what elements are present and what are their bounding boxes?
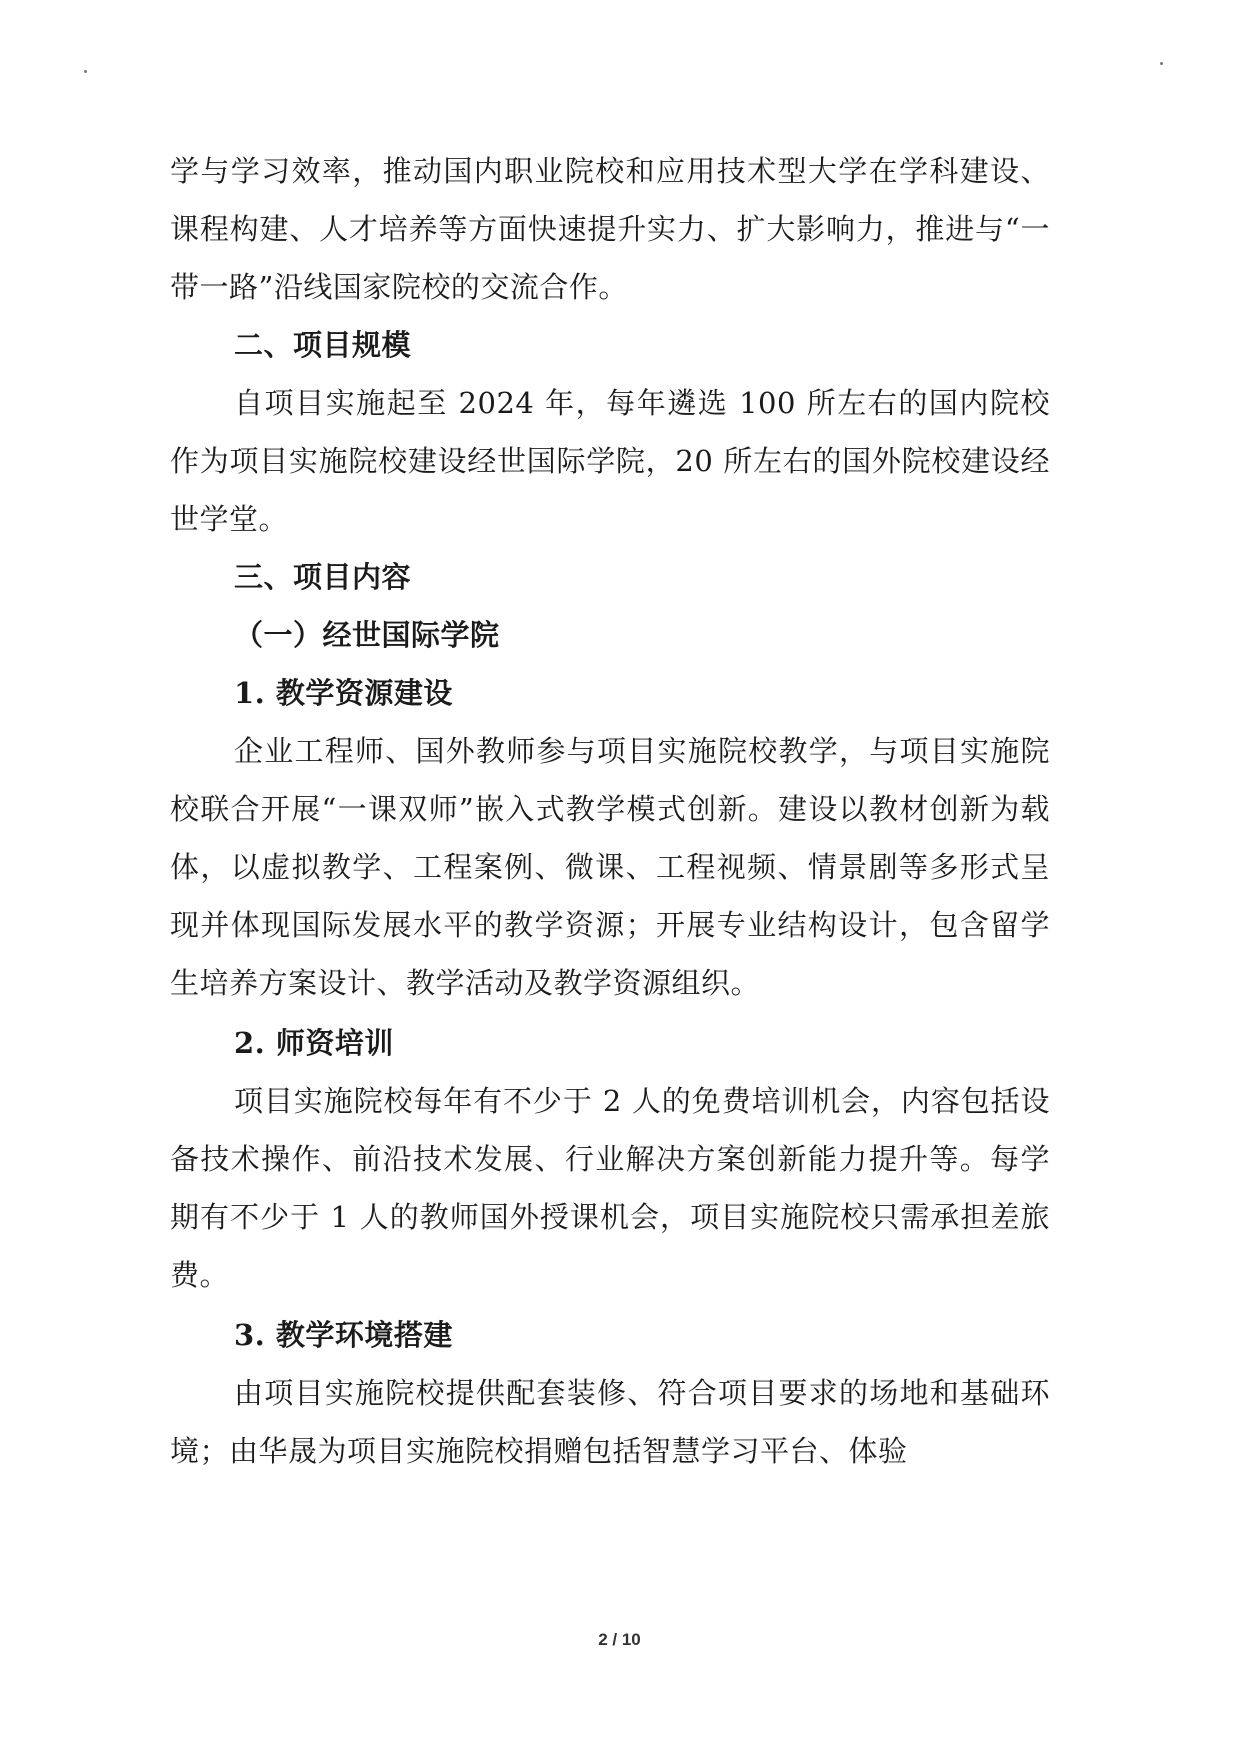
scan-speck bbox=[1160, 62, 1163, 65]
paragraph-continued: 学与学习效率，推动国内职业院校和应用技术型大学在学科建设、课程构建、人才培养等方面快速提升实力、扩大影响力，推进与“一带一路”沿线国家院校的交流合作。 bbox=[170, 154, 1050, 304]
section-heading-content: 三、项目内容 bbox=[234, 560, 412, 594]
paragraph-teacher-training: 项目实施院校每年有不少于 2 人的免费培训机会，内容包括设备技术操作、前沿技术发展、行业解决方案创新能力提升等。每学期有不少于 1 人的教师国外授课机会，项目实施院校只需承担差旅费。 bbox=[170, 1084, 1050, 1292]
scan-speck bbox=[84, 70, 87, 73]
section-heading-scale: 二、项目规模 bbox=[234, 328, 412, 362]
paragraph-teaching-resources: 企业工程师、国外教师参与项目实施院校教学，与项目实施院校联合开展“一课双师”嵌入式教学模式创新。建设以教材创新为载体，以虚拟教学、工程案例、微课、工程视频、情景剧等多形式呈现并体现国际发展水平的教学资源；开展专业结构设计，包含留学生培养方案设计、教学活动及教学资源组织。 bbox=[170, 734, 1050, 1000]
subsection-heading-international-college: （一）经世国际学院 bbox=[234, 618, 500, 652]
item-heading-teacher-training: 2. 师资培训 bbox=[234, 1026, 394, 1060]
paragraph-scale: 自项目实施起至 2024 年，每年遴选 100 所左右的国内院校作为项目实施院校建设经世国际学院，20 所左右的国外院校建设经世学堂。 bbox=[170, 386, 1050, 536]
item-heading-teaching-resources: 1. 教学资源建设 bbox=[234, 676, 453, 710]
item-heading-teaching-environment: 3. 教学环境搭建 bbox=[234, 1318, 453, 1352]
paragraph-teaching-environment: 由项目实施院校提供配套装修、符合项目要求的场地和基础环境；由华晟为项目实施院校捐赠包括智慧学习平台、体验 bbox=[170, 1376, 1050, 1468]
page-number: 2 / 10 bbox=[598, 1630, 641, 1649]
document-body bbox=[170, 142, 1050, 1480]
